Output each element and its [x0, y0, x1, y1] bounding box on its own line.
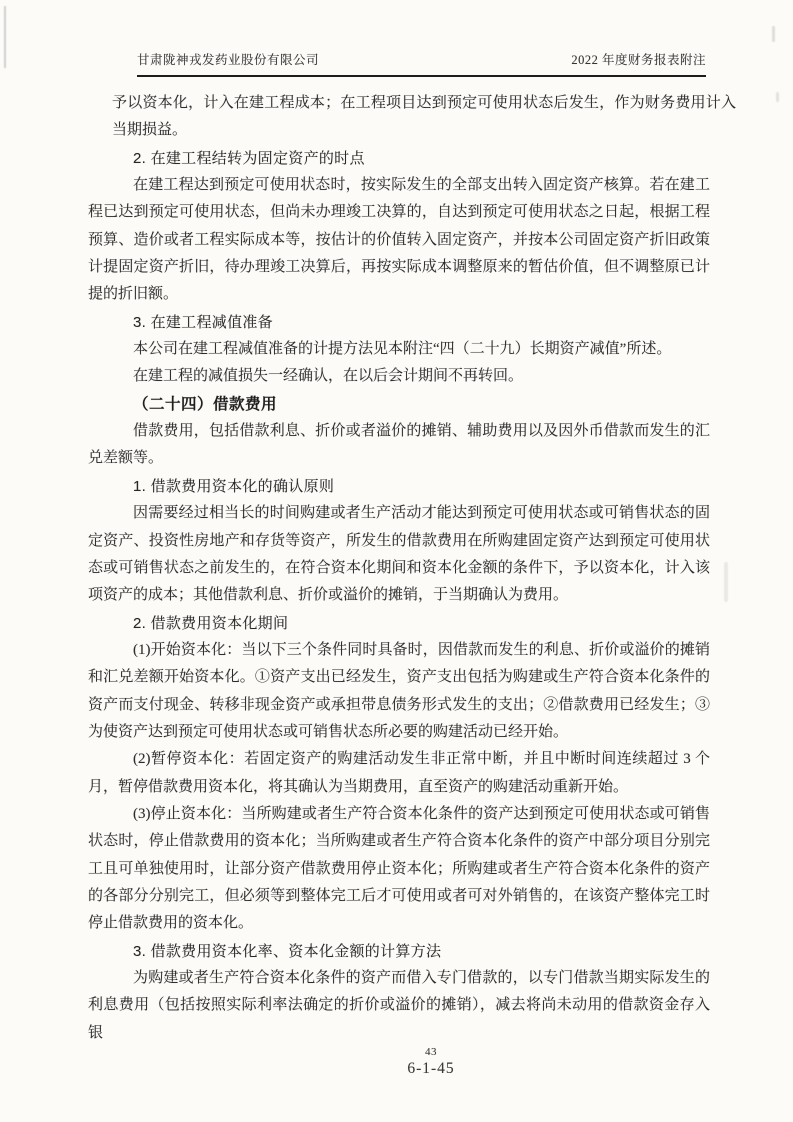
para-capitalization-rate-method: 为购建或者生产符合资本化条件的资产而借入专门借款的，以专门借款当期实际发生的利息费用（包括按照实际利率法确定的折价或溢价的摊销），减去将尚未动用的借款资金存入银: [88, 970, 710, 1041]
document-body: [88, 90, 736, 1047]
heading-capitalization-principle: 1. 借款费用资本化的确认原则: [133, 477, 335, 495]
para-capitalization-suspension: (2)暂停资本化：若固定资产的购建活动发生非正常中断，并且中断时间连续超过 3 个月，暂停借款费用资本化，将其确认为当期费用，直至资产的购建活动重新开始。: [88, 751, 710, 795]
para-cip-transfer-timing: 在建工程达到预定可使用状态时，按实际发生的全部支出转入固定资产核算。若在建工程已达到预定可使用状态，但尚未办理竣工决算的，自达到预定可使用状态之日起，根据工程预算、造价或者工程实际成本等，按估计的价值转入固定资产，并按本公司固定资产折旧政策计提固定资产折旧，待办理竣工决算后，再按实际成本调整原来的暂估价值，但不调整原已计提的折旧额。: [88, 177, 710, 303]
heading-capitalization-period: 2. 借款费用资本化期间: [133, 614, 289, 632]
heading-cip-impairment: 3. 在建工程减值准备: [133, 313, 273, 331]
scan-artifact-right-middle: [724, 562, 728, 602]
scan-artifact-left-edge: [4, 6, 6, 68]
page-footer: [396, 1046, 466, 1079]
para-capitalization-continued: 予以资本化，计入在建工程成本；在工程项目达到预定可使用状态后发生，作为财务费用计入当期损益。: [112, 95, 736, 139]
scan-artifact-right-upper: [776, 92, 779, 102]
scan-artifact-right-top: [772, 26, 775, 42]
para-capitalization-principle: 因需要经过相当长的时间购建或者生产活动才能达到预定可使用状态或可销售状态的固定资产、投资性房地产和存货等资产，所发生的借款费用在所购建固定资产达到预定可使用状态或可销售状态之前发生的，在符合资本化期间和资本化金额的条件下，予以资本化，计入该项资产的成本；其他借款利息、折价或溢价的摊销，于当期确认为费用。: [88, 505, 710, 604]
heading-borrowing-costs: （二十四）借款费用: [133, 395, 278, 413]
page-number: 43: [425, 1046, 437, 1058]
para-cip-impairment-no-reversal: 在建工程的减值损失一经确认，在以后会计期间不再转回。: [133, 368, 524, 385]
para-capitalization-cessation: (3)停止资本化：当所购建或者生产符合资本化条件的资产达到预定可使用状态或可销售状态时，停止借款费用的资本化；当所购建或者生产符合资本化条件的资产中部分项目分别完工且可单独使用时，让部分资产借款费用停止资本化；所购建或者生产符合资本化条件的资产的各部分分别完工，但必须等到整体完工后才可使用或者可对外销售的，在该资产整体完工时停止借款费用的资本化。: [88, 805, 710, 932]
page-header: [137, 50, 706, 77]
page-code: 6-1-45: [407, 1060, 455, 1077]
report-note-title: 2022 年度财务报表附注: [571, 53, 706, 67]
heading-capitalization-rate-method: 3. 借款费用资本化率、资本化金额的计算方法: [133, 942, 442, 960]
para-capitalization-start: (1)开始资本化：当以下三个条件同时具备时，因借款而发生的利息、折价或溢价的摊销和汇兑差额开始资本化。①资产支出已经发生，资产支出包括为购建或生产符合资本化条件的资产而支付现金、转移非现金资产或承担带息债务形式发生的支出；②借款费用已经发生；③为使资产达到预定可使用状态或可销售状态所必要的购建活动已经开始。: [88, 641, 710, 740]
para-cip-impairment-method: 本公司在建工程减值准备的计提方法见本附注“四（二十九）长期资产减值”所述。: [133, 341, 672, 358]
para-borrowing-costs-definition: 借款费用，包括借款利息、折价或者溢价的摊销、辅助费用以及因外币借款而发生的汇兑差额等。: [88, 423, 710, 467]
company-name: 甘肃陇神戎发药业股份有限公司: [137, 53, 320, 67]
heading-cip-transfer-timing: 2. 在建工程结转为固定资产的时点: [133, 149, 365, 167]
